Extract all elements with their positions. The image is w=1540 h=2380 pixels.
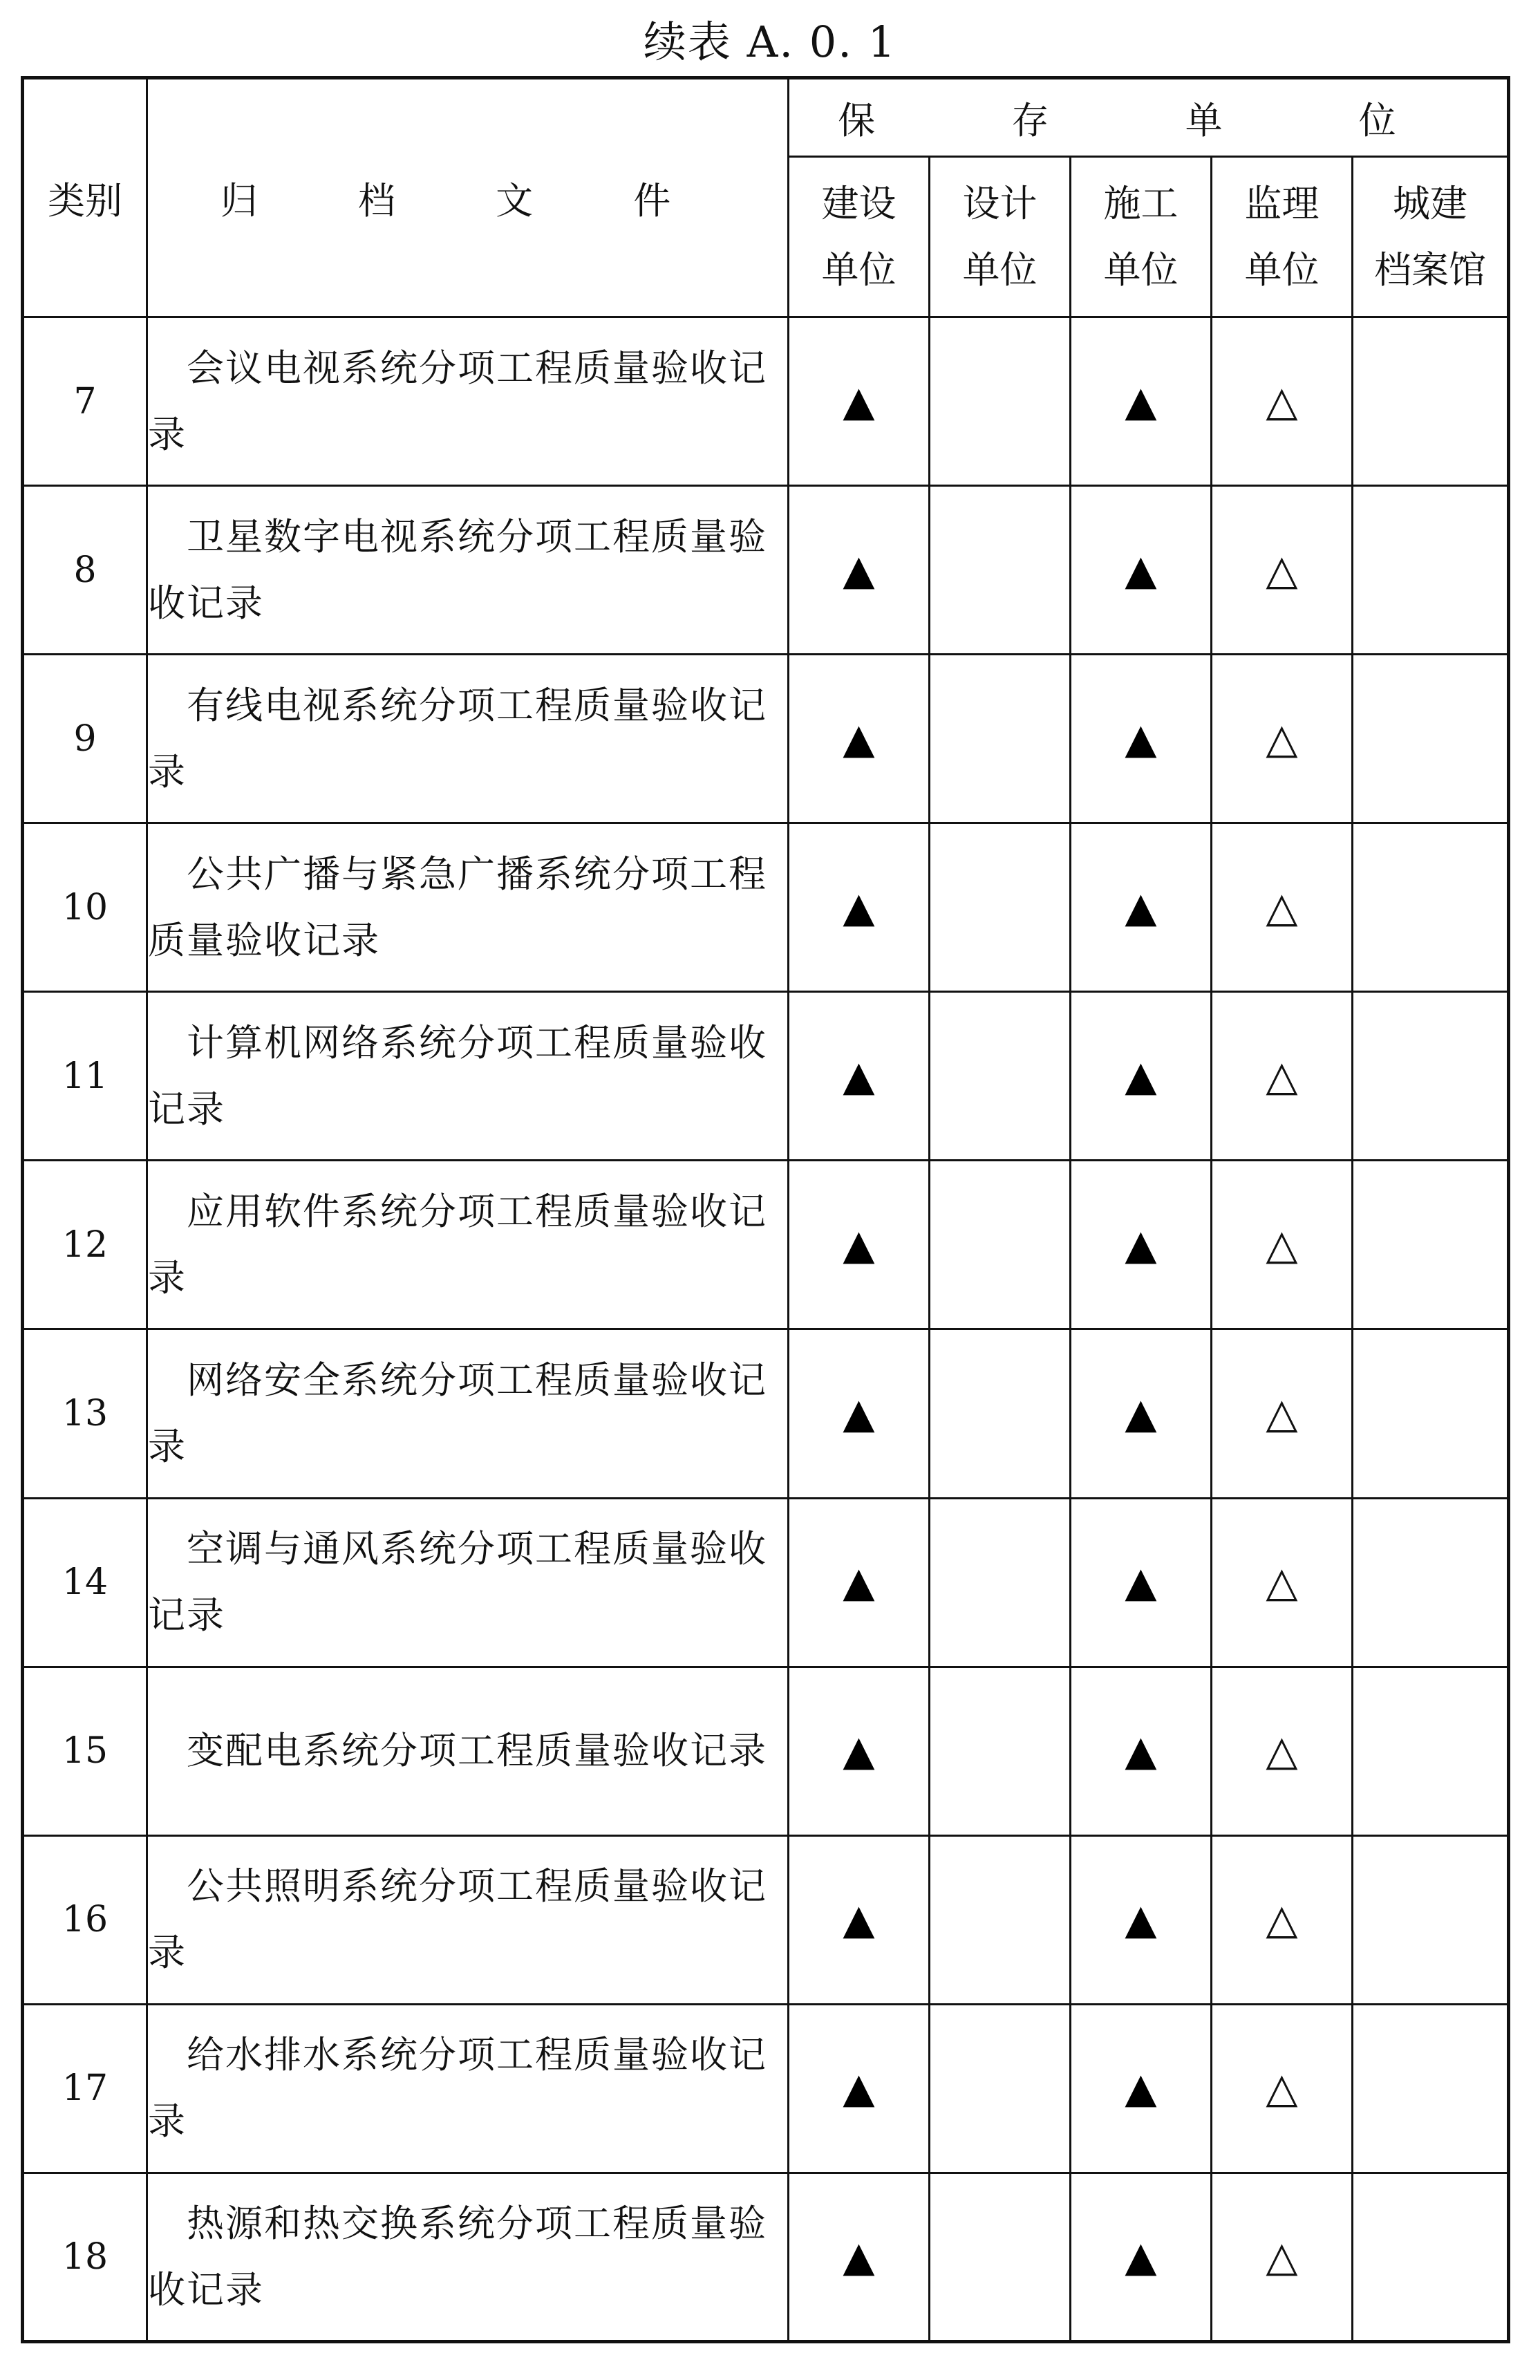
- row-document-name: 应用软件系统分项工程质量验收记录: [147, 1161, 789, 1329]
- mark-cell-design: [930, 992, 1071, 1161]
- row-category-number: 13: [23, 1329, 147, 1498]
- mark-cell-supervision: [1212, 1835, 1353, 2004]
- unit-label-line2: 单位: [962, 247, 1037, 292]
- mark-cell-design: [930, 2173, 1071, 2341]
- mark-cell-contractor: [1071, 1498, 1212, 1667]
- filled-triangle-icon: ▲: [843, 1895, 875, 1945]
- mark-cell-supervision: [1212, 2173, 1353, 2341]
- mark-cell-construction: [789, 1329, 930, 1498]
- filled-triangle-icon: ▲: [843, 1558, 875, 1607]
- mark-cell-contractor: [1071, 1161, 1212, 1329]
- header-unit-design: [930, 157, 1071, 317]
- row-document-name: 热源和热交换系统分项工程质量验收记录: [147, 2173, 789, 2341]
- mark-cell-design: [930, 1835, 1071, 2004]
- row-document-name: 有线电视系统分项工程质量验收记录: [147, 655, 789, 823]
- row-category-number: 9: [23, 655, 147, 823]
- mark-cell-supervision: [1212, 1498, 1353, 1667]
- mark-cell-supervision: [1212, 655, 1353, 823]
- mark-cell-supervision: [1212, 1329, 1353, 1498]
- unit-label-line1: 设计: [962, 181, 1037, 225]
- mark-cell-design: [930, 486, 1071, 655]
- table-row: [23, 992, 1509, 1161]
- unit-label-line1: 建设: [821, 181, 896, 225]
- mark-cell-archive: [1353, 317, 1509, 486]
- table-row: [23, 1667, 1509, 1835]
- row-category-number: 10: [23, 823, 147, 992]
- hollow-triangle-icon: △: [1266, 1895, 1298, 1945]
- filled-triangle-icon: ▲: [1125, 1220, 1157, 1269]
- row-category-number: 8: [23, 486, 147, 655]
- mark-cell-archive: [1353, 1161, 1509, 1329]
- mark-cell-contractor: [1071, 2173, 1212, 2341]
- unit-label-line2: 单位: [1103, 247, 1179, 292]
- filled-triangle-icon: ▲: [843, 2232, 875, 2281]
- unit-label-line1: 城建: [1393, 181, 1467, 225]
- row-category-number: 18: [23, 2173, 147, 2341]
- row-document-name: 会议电视系统分项工程质量验收记录: [147, 317, 789, 486]
- mark-cell-construction: [789, 1835, 930, 2004]
- mark-cell-construction: [789, 992, 930, 1161]
- mark-cell-contractor: [1071, 1329, 1212, 1498]
- filled-triangle-icon: ▲: [843, 2064, 875, 2113]
- mark-cell-construction: [789, 823, 930, 992]
- mark-cell-contractor: [1071, 317, 1212, 486]
- row-category-number: 7: [23, 317, 147, 486]
- hollow-triangle-icon: △: [1266, 545, 1298, 594]
- mark-cell-supervision: [1212, 823, 1353, 992]
- mark-cell-design: [930, 655, 1071, 823]
- filled-triangle-icon: ▲: [1125, 1558, 1157, 1607]
- filled-triangle-icon: ▲: [843, 1389, 875, 1438]
- row-document-name: 给水排水系统分项工程质量验收记录: [147, 2004, 789, 2173]
- row-document-name: 计算机网络系统分项工程质量验收记录: [147, 992, 789, 1161]
- mark-cell-construction: [789, 486, 930, 655]
- filled-triangle-icon: ▲: [1125, 2232, 1157, 2281]
- mark-cell-archive: [1353, 1498, 1509, 1667]
- row-document-name: 公共广播与紧急广播系统分项工程质量验收记录: [147, 823, 789, 992]
- mark-cell-construction: [789, 2004, 930, 2173]
- mark-cell-contractor: [1071, 992, 1212, 1161]
- hollow-triangle-icon: △: [1266, 2064, 1298, 2113]
- mark-cell-design: [930, 1161, 1071, 1329]
- header-row-group: [23, 78, 1509, 157]
- header-retention-group: 保 存 单 位: [789, 78, 1509, 157]
- mark-cell-construction: [789, 2173, 930, 2341]
- mark-cell-design: [930, 2004, 1071, 2173]
- mark-cell-design: [930, 1667, 1071, 1835]
- filled-triangle-icon: ▲: [843, 377, 875, 426]
- filled-triangle-icon: ▲: [1125, 1727, 1157, 1776]
- hollow-triangle-icon: △: [1266, 714, 1298, 763]
- table-row: [23, 1498, 1509, 1667]
- table-row: [23, 655, 1509, 823]
- mark-cell-supervision: [1212, 486, 1353, 655]
- unit-label-line1: 施工: [1103, 181, 1179, 225]
- row-document-name: 公共照明系统分项工程质量验收记录: [147, 1835, 789, 2004]
- table-caption: 续表 A. 0. 1: [643, 16, 897, 67]
- mark-cell-design: [930, 317, 1071, 486]
- row-category-number: 14: [23, 1498, 147, 1667]
- table-header: [23, 78, 1509, 317]
- table-row: [23, 2004, 1509, 2173]
- filled-triangle-icon: ▲: [1125, 714, 1157, 763]
- mark-cell-archive: [1353, 655, 1509, 823]
- archive-table: [21, 76, 1510, 2343]
- row-document-name: 空调与通风系统分项工程质量验收记录: [147, 1498, 789, 1667]
- mark-cell-contractor: [1071, 823, 1212, 992]
- mark-cell-construction: [789, 317, 930, 486]
- unit-label-line2: 档案馆: [1374, 247, 1486, 292]
- mark-cell-construction: [789, 1161, 930, 1329]
- unit-label-line2: 单位: [821, 247, 896, 292]
- table-row: [23, 317, 1509, 486]
- filled-triangle-icon: ▲: [843, 545, 875, 594]
- hollow-triangle-icon: △: [1266, 1727, 1298, 1776]
- table-row: [23, 486, 1509, 655]
- mark-cell-supervision: [1212, 2004, 1353, 2173]
- mark-cell-supervision: [1212, 317, 1353, 486]
- mark-cell-archive: [1353, 992, 1509, 1161]
- table-row: [23, 2173, 1509, 2341]
- row-category-number: 17: [23, 2004, 147, 2173]
- row-category-number: 12: [23, 1161, 147, 1329]
- mark-cell-construction: [789, 1667, 930, 1835]
- mark-cell-construction: [789, 1498, 930, 1667]
- header-unit-construction: [789, 157, 930, 317]
- mark-cell-archive: [1353, 1329, 1509, 1498]
- table-row: [23, 1161, 1509, 1329]
- table-row: [23, 1835, 1509, 2004]
- hollow-triangle-icon: △: [1266, 1051, 1298, 1100]
- unit-label-line1: 监理: [1244, 181, 1320, 225]
- filled-triangle-icon: ▲: [1125, 1895, 1157, 1945]
- header-unit-supervision: [1212, 157, 1353, 317]
- row-document-name: 卫星数字电视系统分项工程质量验收记录: [147, 486, 789, 655]
- mark-cell-contractor: [1071, 2004, 1212, 2173]
- mark-cell-design: [930, 823, 1071, 992]
- mark-cell-contractor: [1071, 655, 1212, 823]
- unit-label-line2: 单位: [1244, 247, 1320, 292]
- row-category-number: 16: [23, 1835, 147, 2004]
- hollow-triangle-icon: △: [1266, 1220, 1298, 1269]
- mark-cell-supervision: [1212, 992, 1353, 1161]
- header-unit-archive: [1353, 157, 1509, 317]
- hollow-triangle-icon: △: [1266, 883, 1298, 932]
- header-category: 类别: [23, 78, 147, 317]
- filled-triangle-icon: ▲: [843, 883, 875, 932]
- mark-cell-supervision: [1212, 1161, 1353, 1329]
- row-document-name: 网络安全系统分项工程质量验收记录: [147, 1329, 789, 1498]
- mark-cell-archive: [1353, 486, 1509, 655]
- mark-cell-archive: [1353, 1667, 1509, 1835]
- mark-cell-archive: [1353, 823, 1509, 992]
- mark-cell-archive: [1353, 1835, 1509, 2004]
- filled-triangle-icon: ▲: [843, 1051, 875, 1100]
- hollow-triangle-icon: △: [1266, 377, 1298, 426]
- row-category-number: 15: [23, 1667, 147, 1835]
- filled-triangle-icon: ▲: [1125, 1051, 1157, 1100]
- mark-cell-contractor: [1071, 486, 1212, 655]
- row-document-name: 变配电系统分项工程质量验收记录: [147, 1667, 789, 1835]
- filled-triangle-icon: ▲: [1125, 377, 1157, 426]
- filled-triangle-icon: ▲: [1125, 2064, 1157, 2113]
- filled-triangle-icon: ▲: [1125, 883, 1157, 932]
- mark-cell-supervision: [1212, 1667, 1353, 1835]
- hollow-triangle-icon: △: [1266, 1389, 1298, 1438]
- header-document: 归 档 文 件: [147, 78, 789, 317]
- header-unit-contractor: [1071, 157, 1212, 317]
- hollow-triangle-icon: △: [1266, 2232, 1298, 2281]
- filled-triangle-icon: ▲: [1125, 1389, 1157, 1438]
- mark-cell-archive: [1353, 2004, 1509, 2173]
- table-body: [23, 317, 1509, 2342]
- row-category-number: 11: [23, 992, 147, 1161]
- table-row: [23, 823, 1509, 992]
- mark-cell-contractor: [1071, 1667, 1212, 1835]
- mark-cell-archive: [1353, 2173, 1509, 2341]
- hollow-triangle-icon: △: [1266, 1558, 1298, 1607]
- filled-triangle-icon: ▲: [843, 1727, 875, 1776]
- table-row: [23, 1329, 1509, 1498]
- filled-triangle-icon: ▲: [1125, 545, 1157, 594]
- mark-cell-contractor: [1071, 1835, 1212, 2004]
- mark-cell-design: [930, 1329, 1071, 1498]
- filled-triangle-icon: ▲: [843, 1220, 875, 1269]
- mark-cell-construction: [789, 655, 930, 823]
- mark-cell-design: [930, 1498, 1071, 1667]
- filled-triangle-icon: ▲: [843, 714, 875, 763]
